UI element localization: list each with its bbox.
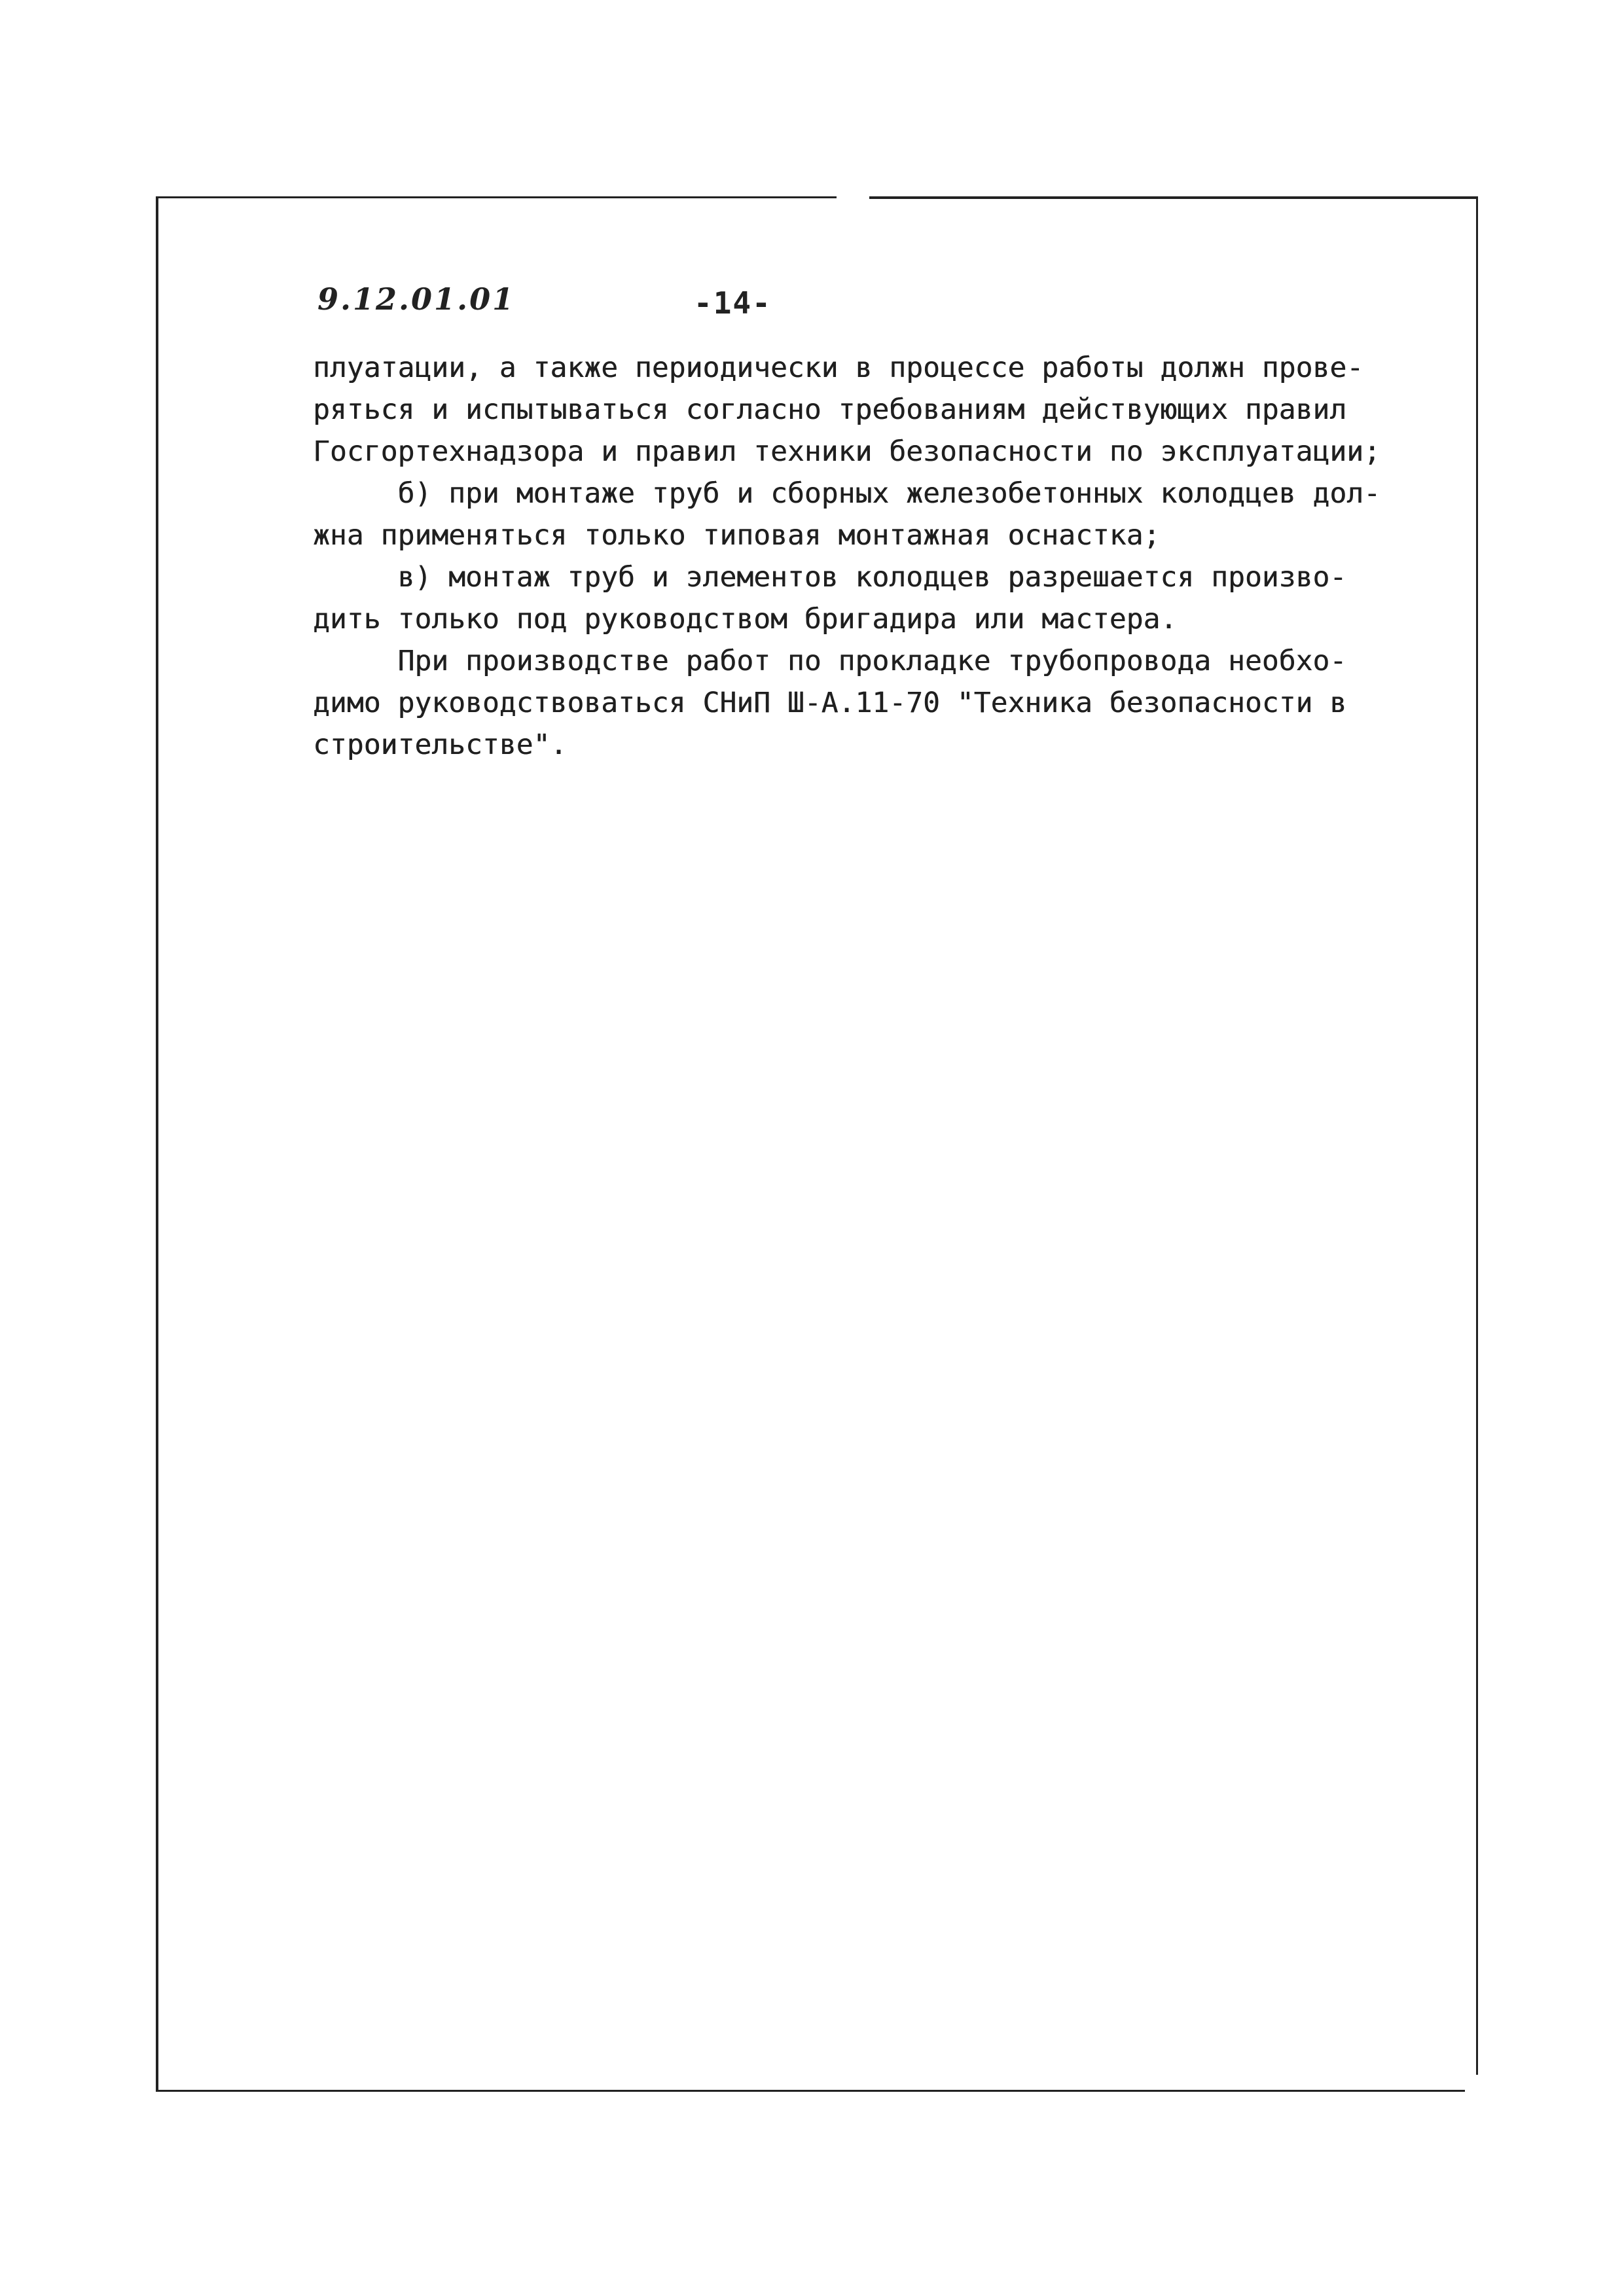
text-line: строительстве". [313, 728, 568, 761]
text-line: При производстве работ по прокладке трубопровода необхо- [313, 645, 1347, 677]
page-number: -14- [694, 285, 772, 321]
text-line: б) при монтаже труб и сборных железобетонных колодцев дол- [313, 477, 1380, 510]
frame-right-border [1476, 196, 1478, 2075]
frame-top-border-right [869, 196, 1478, 199]
text-line: димо руководствоваться СНиП Ш-А.11-70 "Техника безопасности в [313, 687, 1347, 719]
text-line: дить только под руководством бригадира или мастера. [313, 603, 1178, 636]
text-line: Госгортехнадзора и правил техники безопасности по эксплуатации; [313, 435, 1380, 468]
frame-bottom-border [156, 2090, 1465, 2092]
text-line: в) монтаж труб и элементов колодцев разрешается произво- [313, 561, 1347, 594]
frame-top-border-left [156, 196, 837, 198]
body-text [313, 347, 1426, 766]
frame-left-border [156, 196, 158, 2092]
text-line: ряться и испытываться согласно требованиям действующих правил [313, 393, 1347, 426]
text-line: плуатации, а также периодически в процессе работы должн прове- [313, 351, 1364, 384]
document-code: 9.12.01.01 [317, 281, 516, 317]
text-line: жна применяться только типовая монтажная оснастка; [313, 519, 1161, 552]
